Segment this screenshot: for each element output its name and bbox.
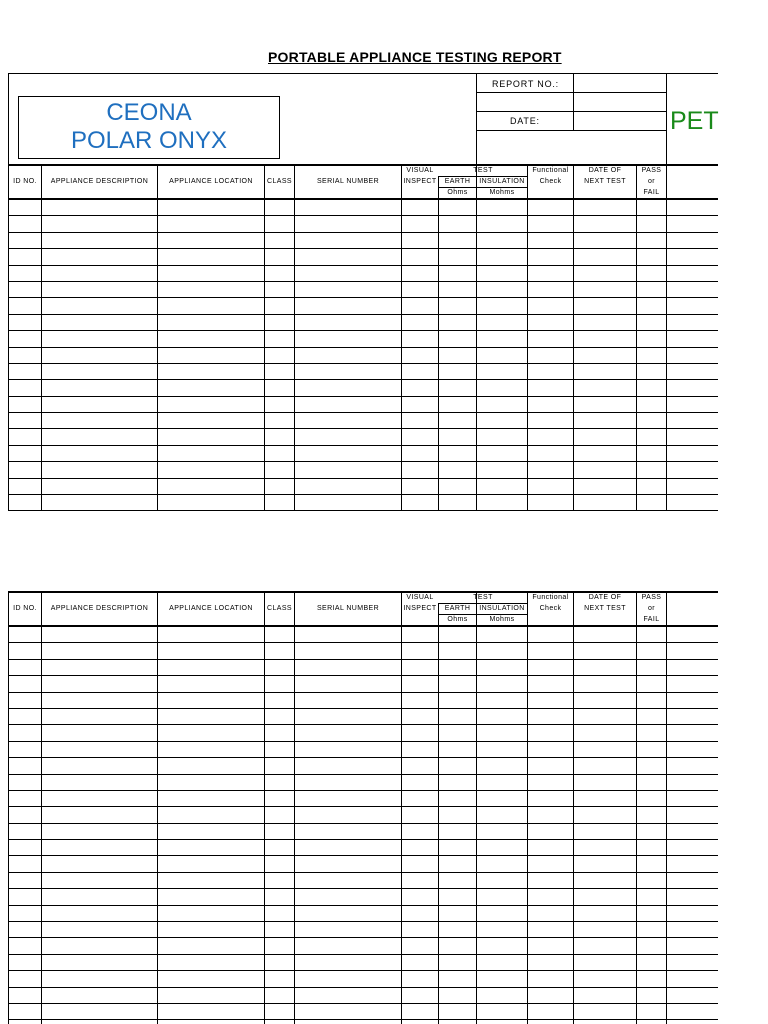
- table-row[interactable]: [8, 233, 718, 249]
- table-row[interactable]: [8, 840, 718, 856]
- col-class: CLASS: [267, 178, 292, 185]
- table-row[interactable]: [8, 889, 718, 905]
- table-row[interactable]: [8, 413, 718, 429]
- table-row[interactable]: [8, 955, 718, 971]
- company-vessel: POLAR ONYX: [70, 127, 228, 154]
- col-next-test: NEXT TEST: [584, 605, 626, 612]
- col-fail: FAIL: [643, 189, 660, 196]
- col-inspect: INSPECT: [403, 178, 437, 185]
- table-row[interactable]: [8, 282, 718, 298]
- col-appliance-description: APPLIANCE DESCRIPTION: [50, 605, 149, 612]
- table-row[interactable]: [8, 397, 718, 413]
- col-mohms: Mohms: [489, 189, 515, 196]
- col-or: or: [647, 178, 656, 185]
- table-row[interactable]: [8, 266, 718, 282]
- col-date-of: DATE OF: [588, 167, 622, 174]
- header-top-border: [8, 73, 718, 74]
- table-row[interactable]: [8, 807, 718, 823]
- table-row[interactable]: [8, 988, 718, 1004]
- company-box: [18, 96, 280, 159]
- table-2-rows: [8, 627, 718, 1024]
- table-row[interactable]: [8, 938, 718, 954]
- col-date-of: DATE OF: [588, 594, 622, 601]
- table-row[interactable]: [8, 709, 718, 725]
- table-row[interactable]: [8, 824, 718, 840]
- col-id-no: ID NO.: [13, 605, 37, 612]
- table-row[interactable]: [8, 298, 718, 314]
- header-right-divider: [666, 73, 667, 165]
- table-row[interactable]: [8, 216, 718, 232]
- col-ohms: Ohms: [447, 189, 468, 196]
- table-row[interactable]: [8, 479, 718, 495]
- table-row[interactable]: [8, 643, 718, 659]
- table-row[interactable]: [8, 249, 718, 265]
- col-appliance-description: APPLIANCE DESCRIPTION: [50, 178, 149, 185]
- header-divider: [476, 73, 477, 165]
- table-row[interactable]: [8, 742, 718, 758]
- company-name: CEONA: [106, 99, 192, 126]
- table-row[interactable]: [8, 627, 718, 643]
- col-functional: Functional: [532, 594, 569, 601]
- table-row[interactable]: [8, 348, 718, 364]
- col-pass: PASS: [641, 167, 662, 174]
- table-row[interactable]: [8, 1004, 718, 1020]
- table-row[interactable]: [8, 906, 718, 922]
- col-next-test: NEXT TEST: [584, 178, 626, 185]
- side-label: PET: [670, 107, 719, 135]
- col-or: or: [647, 605, 656, 612]
- table-row[interactable]: [8, 495, 718, 511]
- table-row[interactable]: [8, 446, 718, 462]
- col-mohms: Mohms: [489, 616, 515, 623]
- col-insulation: INSULATION: [479, 178, 525, 185]
- table-row[interactable]: [8, 775, 718, 791]
- col-insulation: INSULATION: [479, 605, 525, 612]
- col-serial-number: SERIAL NUMBER: [316, 178, 380, 185]
- table-row[interactable]: [8, 922, 718, 938]
- table-row[interactable]: [8, 200, 718, 216]
- table-row[interactable]: [8, 693, 718, 709]
- col-ohms: Ohms: [447, 616, 468, 623]
- report-no-label: REPORT NO.:: [492, 79, 559, 89]
- table-row[interactable]: [8, 873, 718, 889]
- col-visual: VISUAL: [406, 167, 434, 174]
- col-appliance-location: APPLIANCE LOCATION: [169, 178, 253, 185]
- table-row[interactable]: [8, 660, 718, 676]
- col-appliance-location: APPLIANCE LOCATION: [169, 605, 253, 612]
- table-row[interactable]: [8, 462, 718, 478]
- table-row[interactable]: [8, 315, 718, 331]
- table-row[interactable]: [8, 380, 718, 396]
- table-row[interactable]: [8, 676, 718, 692]
- col-test: TEST: [473, 167, 493, 174]
- col-visual: VISUAL: [406, 594, 434, 601]
- col-functional: Functional: [532, 167, 569, 174]
- col-class: CLASS: [267, 605, 292, 612]
- col-test: TEST: [473, 594, 493, 601]
- col-fail: FAIL: [643, 616, 660, 623]
- header-value-divider: [573, 73, 574, 131]
- table-row[interactable]: [8, 364, 718, 380]
- col-earth: EARTH: [444, 605, 471, 612]
- table-row[interactable]: [8, 429, 718, 445]
- col-id-no: ID NO.: [13, 178, 37, 185]
- col-inspect: INSPECT: [403, 605, 437, 612]
- table-row[interactable]: [8, 725, 718, 741]
- table-row[interactable]: [8, 971, 718, 987]
- col-check: Check: [539, 605, 562, 612]
- table-row[interactable]: [8, 331, 718, 347]
- col-earth: EARTH: [444, 178, 471, 185]
- table-1-rows: [8, 200, 718, 511]
- col-pass: PASS: [641, 594, 662, 601]
- report-title: PORTABLE APPLIANCE TESTING REPORT: [268, 49, 562, 65]
- col-serial-number: SERIAL NUMBER: [316, 605, 380, 612]
- table-row[interactable]: [8, 791, 718, 807]
- col-check: Check: [539, 178, 562, 185]
- table-row[interactable]: [8, 1020, 718, 1024]
- table-row[interactable]: [8, 856, 718, 872]
- date-label: DATE:: [510, 116, 540, 126]
- table-row[interactable]: [8, 758, 718, 774]
